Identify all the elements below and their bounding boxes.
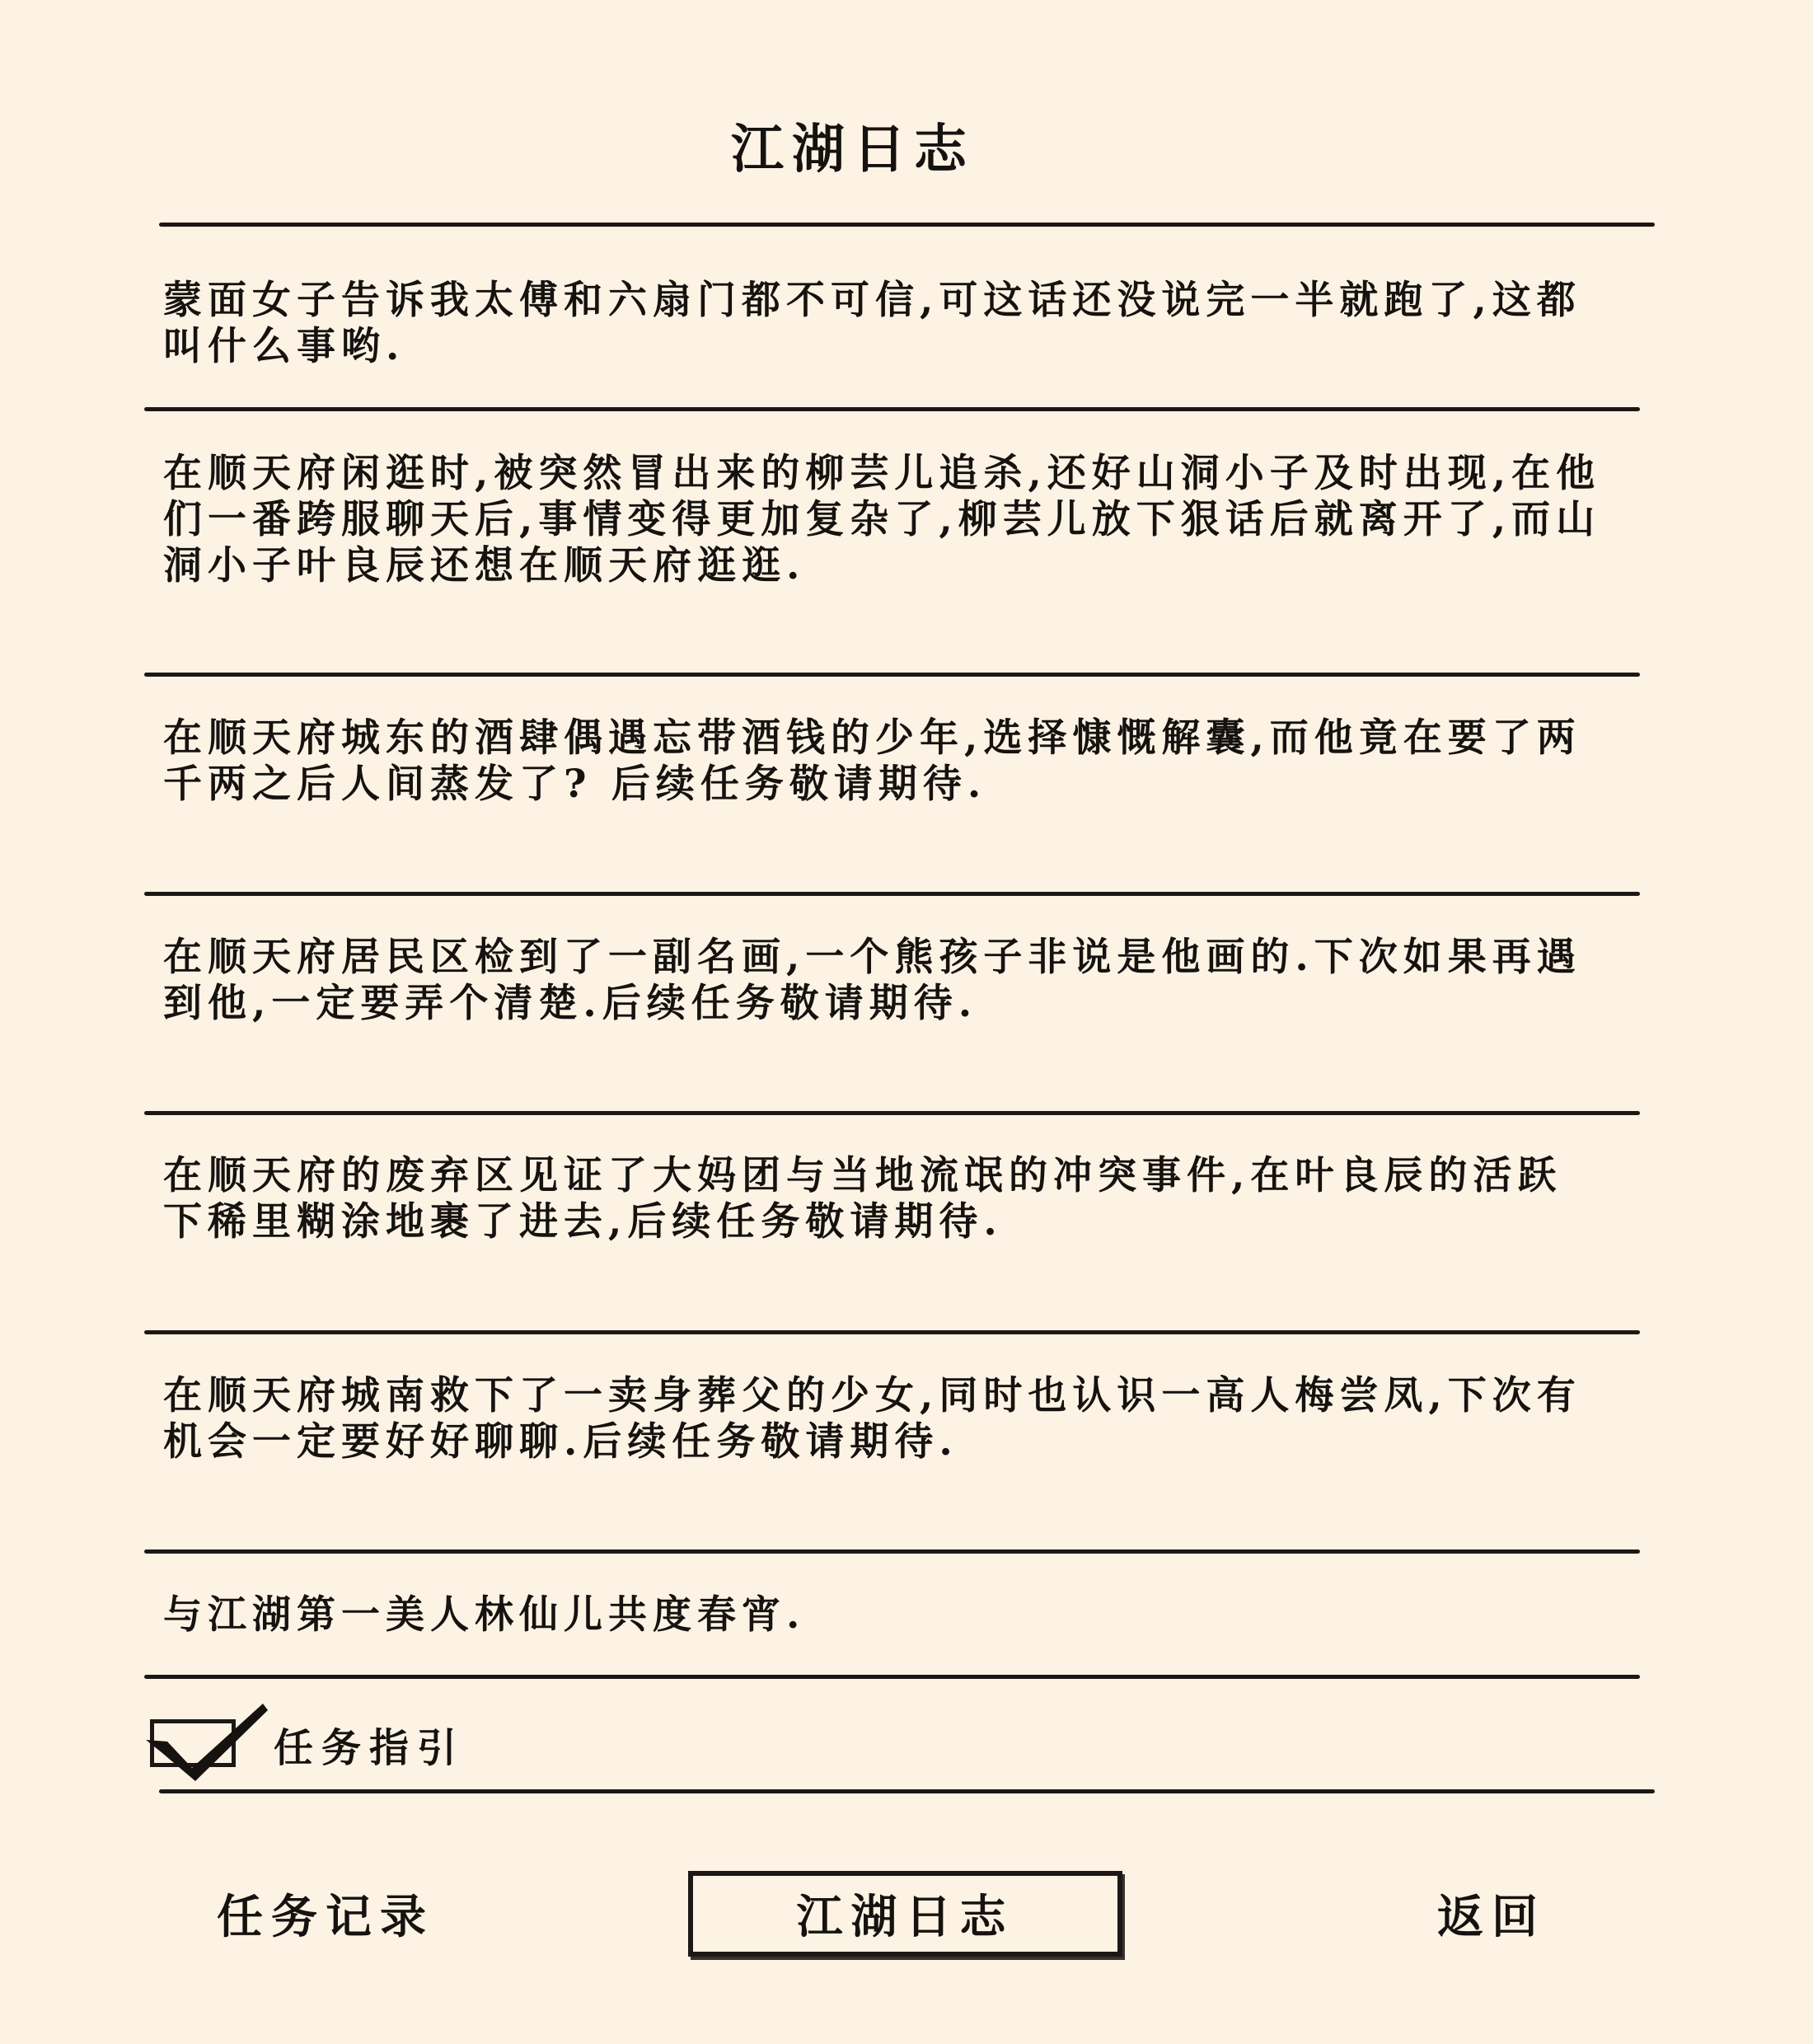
divider <box>144 1330 1640 1334</box>
journal-entry-2: 在顺天府闲逛时,被突然冒出来的柳芸儿追杀,还好山洞小子及时出现,在他们一番跨服聊天后,事情变得更加复杂了,柳芸儿放下狠话后就离开了,而山洞小子叶良辰还想在顺天府逛逛. <box>163 451 1601 588</box>
checkmark-icon <box>139 1692 271 1783</box>
journal-entry-5: 在顺天府的废弃区见证了大妈团与当地流氓的冲突事件,在叶良辰的活跃下稀里糊涂地裹了进去,后续任务敬请期待. <box>163 1153 1562 1245</box>
journal-entry-7: 与江湖第一美人林仙儿共度春宵. <box>163 1592 806 1638</box>
divider <box>144 1675 1640 1679</box>
quest-guide-toggle[interactable] <box>142 1708 636 1774</box>
divider <box>144 407 1640 411</box>
divider <box>144 1549 1640 1554</box>
divider <box>144 892 1640 896</box>
divider <box>144 673 1640 677</box>
divider <box>159 1789 1655 1793</box>
journal-entry-3: 在顺天府城东的酒肆偶遇忘带酒钱的少年,选择慷慨解囊,而他竟在要了两千两之后人间蒸发了? 后续任务敬请期待. <box>163 715 1581 807</box>
back-button[interactable]: 返回 <box>1437 1890 1546 1944</box>
page-title: 江湖日志 <box>731 119 975 180</box>
quest-log-button[interactable]: 任务记录 <box>217 1890 434 1944</box>
journal-entry-1: 蒙面女子告诉我太傅和六扇门都不可信,可这话还没说完一半就跑了,这都叫什么事哟. <box>163 278 1581 369</box>
journal-tab-button[interactable]: 江湖日志 <box>688 1871 1122 1957</box>
divider <box>144 1111 1640 1115</box>
divider <box>159 223 1655 227</box>
journal-entry-6: 在顺天府城南救下了一卖身葬父的少女,同时也认识一高人梅尝凤,下次有机会一定要好好聊聊.后续任务敬请期待. <box>163 1373 1581 1465</box>
quest-guide-label: 任务指引 <box>274 1725 466 1771</box>
journal-entry-4: 在顺天府居民区检到了一副名画,一个熊孩子非说是他画的.下次如果再遇到他,一定要弄个清楚.后续任务敬请期待. <box>163 935 1581 1026</box>
quest-guide-checkbox[interactable] <box>150 1719 236 1767</box>
